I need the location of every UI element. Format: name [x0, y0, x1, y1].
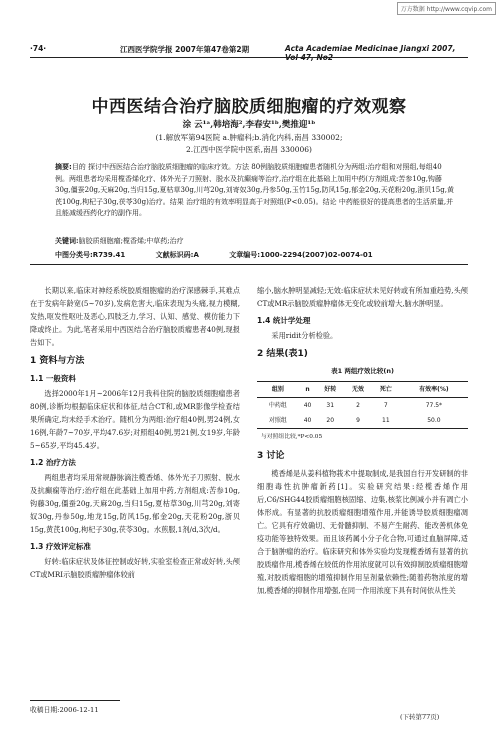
- header-rule: [30, 57, 468, 58]
- section-1-2-text: 两组患者均采用常规静脉滴注榄香烯、体外光子刀照射、脱水及抗癫痫等治疗;治疗组在此基础上加用中药,方剂组成:苦参10g,钩藤30g,僵蚕20g,天麻20g,当归15g,夏枯草30g,川芎20g,刘寄奴30g,丹参50g,地龙15g,防风15g,郁金20g,天花粉20g,浙贝15g,黄芪100g,枸杞子30g,茯苓30g。水煎服,1剂/d,3次/d。: [30, 473, 240, 534]
- page-number: ·74·: [30, 44, 47, 53]
- table-cell: 40: [303, 402, 312, 409]
- section-3-heading: 3 讨论: [257, 451, 285, 461]
- section-1-3-text: 好转:临床症状及体征控制或好转,实验室检查正常或好转,头颅CT或MRI示脑胶质瘤肿瘤体较前: [30, 557, 240, 579]
- affiliation-2: 2.江西中医学院中医系,南昌 330006): [186, 145, 312, 154]
- article-title: 中西医结合治疗脑胶质细胞瘤的疗效观察: [91, 97, 407, 117]
- section-1-3-heading: 1.3 疗效评定标准: [30, 542, 91, 551]
- keywords: [55, 236, 455, 246]
- section-1-1-heading: 1.1 一般资料: [30, 374, 76, 383]
- abstract-body: 目的 探讨中西医结合治疗脑胶质细胞瘤的临床疗效。方法 80例脑胶质细胞瘤患者随机分为两组:治疗组和对照组,每组40例。两组患者均采用榄香烯化疗、体外光子刀照射、脱水及抗癫痫等治疗,治疗组在此基础上加用中药(方剂组成:苦参10g,钩藤30g,僵蚕20g,天麻20g,当归15g,夏枯草30g,川芎20g,刘寄奴30g,丹参50g,玉竹15g,防风15g,郁金20g,天花粉20g,浙贝15g,黄芪100g,枸杞子30g,茯苓30g)治疗。结果 治疗组的有效率明显高于对照组(P<0.05)。结论 中药能很好的提高患者的生活质量,并且能减缓西药化疗的副作用。: [55, 163, 454, 217]
- section-1-4-text: 采用ridit分析检验。: [271, 331, 338, 340]
- table-cell: 对照组: [268, 417, 287, 424]
- section-2-heading: 2 结果(表1): [257, 349, 308, 359]
- intro-paragraph: 长期以来,临床对神经系统胶质细胞瘤的治疗深感棘手,其难点在于发病年龄宽(5~70岁),发病危害大,临床表现为头痛,视力模糊,发热,呕发性呕吐及恶心,四肢乏力,学习、认知、感觉、模仿能力下降或终止。为此,笔者采用中西医结合治疗脑胶质瘤患者40例,现报告如下。: [30, 286, 240, 347]
- table-cell: 9: [356, 417, 360, 424]
- classification-line: [55, 250, 475, 260]
- table-cell: 11: [382, 417, 390, 424]
- section-1-4-heading: 1.4 统计学处理: [257, 316, 311, 325]
- table-cell: 中药组: [268, 402, 287, 409]
- left-column: [30, 284, 240, 581]
- section-1-3-continued: 缩小,脑水肿明显减轻;无效:临床症状未见好转或有所加重趋势,头颅CT或MR示脑胶质瘤肿瘤体无变化或较前增大,脑水肿明显。: [257, 286, 468, 308]
- clc-number: 中图分类号:R739.41: [55, 251, 126, 259]
- article-number: 文章编号:1000-2294(2007)02-0074-01: [229, 251, 373, 259]
- abstract: [55, 162, 455, 220]
- continued-note: (下转第77页): [400, 713, 440, 721]
- table-row: [257, 398, 468, 414]
- table-note: 与对照组比较,*P<0.05: [261, 434, 323, 440]
- table-cell: 77.5*: [425, 402, 443, 409]
- section-1-heading: 1 资料与方法: [30, 356, 85, 366]
- table-header: n: [305, 386, 310, 393]
- table-caption: 表1 两组疗效比较(n): [331, 367, 394, 375]
- watermark: 万方数据 http://www.cqvip.com: [397, 2, 496, 15]
- table-cell: 50.0: [427, 417, 441, 424]
- document-code: 文献标识码:A: [155, 251, 199, 259]
- journal-name-cn: 江西医学院学报 2007年第47卷第2期: [120, 45, 250, 54]
- table-header: 死亡: [379, 386, 392, 393]
- section-1-1-text: 选择2000年1月~2006年12月我科住院的脑胶质细胞瘤患者80例,诊断均根据临床症状和体征,结合CT和,或MR影像学检查结果所确定,均未经手术治疗。随机分为两组:治疗组40例,男24例,女16例,年龄7~70岁,平均47.6岁;对照组40例,男21例,女19岁,年龄5~65岁,平均45.4岁。: [30, 389, 240, 450]
- table-cell: 2: [356, 402, 360, 409]
- table-cell: 20: [326, 417, 335, 424]
- authors: 涂 云¹ᵃ,韩培海²,李春安¹ᵇ,樊推迎¹ᵇ: [182, 120, 316, 130]
- abstract-label: 摘要:: [55, 163, 72, 171]
- results-table: [257, 381, 468, 429]
- abstract-rule: [30, 264, 468, 265]
- table-header: 有效率(%): [419, 386, 449, 393]
- section-3-text: 榄香烯是从姜科植物莪术中提取制成,是我国自行开发研制的非细胞毒性抗肿瘤新药[1]。实验研究结果:经榄香烯作用后,C6/SHG44胶质瘤细胞核固缩、边集,核浆比例减小并有凋亡小体形成。有显著的抗胶质瘤细胞增殖作用,并能诱导胶质细胞瘤凋亡。它具有疗效确切、无骨髓抑制、不易产生耐药、能改善机体免疫功能等独特效果。而且该药属小分子化合物,可通过血脑屏障,适合于脑肿瘤的治疗。临床研究和体外实验均发现榄香烯有显著的抗胶质瘤作用,榄香烯在较低的作用浓度就可以有效抑制胶质瘤细胞增殖,对胶质瘤细胞的增殖抑制作用呈剂量依赖性;随着药物浓度的增加,榄香烯的抑制作用增强,在同一作用浓度下具有时间依从性关: [257, 469, 468, 595]
- footnote-rule: [30, 700, 120, 701]
- table-cell: 31: [326, 402, 335, 409]
- right-column: [257, 284, 468, 597]
- affiliation-1: (1.解放军第94医院 a.肿瘤科;b.消化内科,南昌 330002;: [155, 133, 343, 142]
- table-header: 无效: [352, 386, 365, 393]
- keywords-label: 关键词:: [55, 236, 79, 245]
- section-1-2-heading: 1.2 治疗方法: [30, 458, 76, 467]
- table-header: 好转: [324, 386, 337, 393]
- journal-name-en: Acta Academiae Medicinae Jiangxi 2007, Vol 47, No2: [285, 44, 456, 62]
- table-row: [257, 413, 468, 429]
- keywords-text: 脑胶质细胞瘤;榄香烯;中草药;治疗: [78, 237, 184, 245]
- table-cell: 7: [383, 402, 388, 409]
- received-date: 收稿日期:2006-12-11: [30, 706, 99, 714]
- running-head: [30, 44, 468, 62]
- table-header: 组别: [271, 386, 284, 393]
- table-cell: 40: [303, 417, 312, 424]
